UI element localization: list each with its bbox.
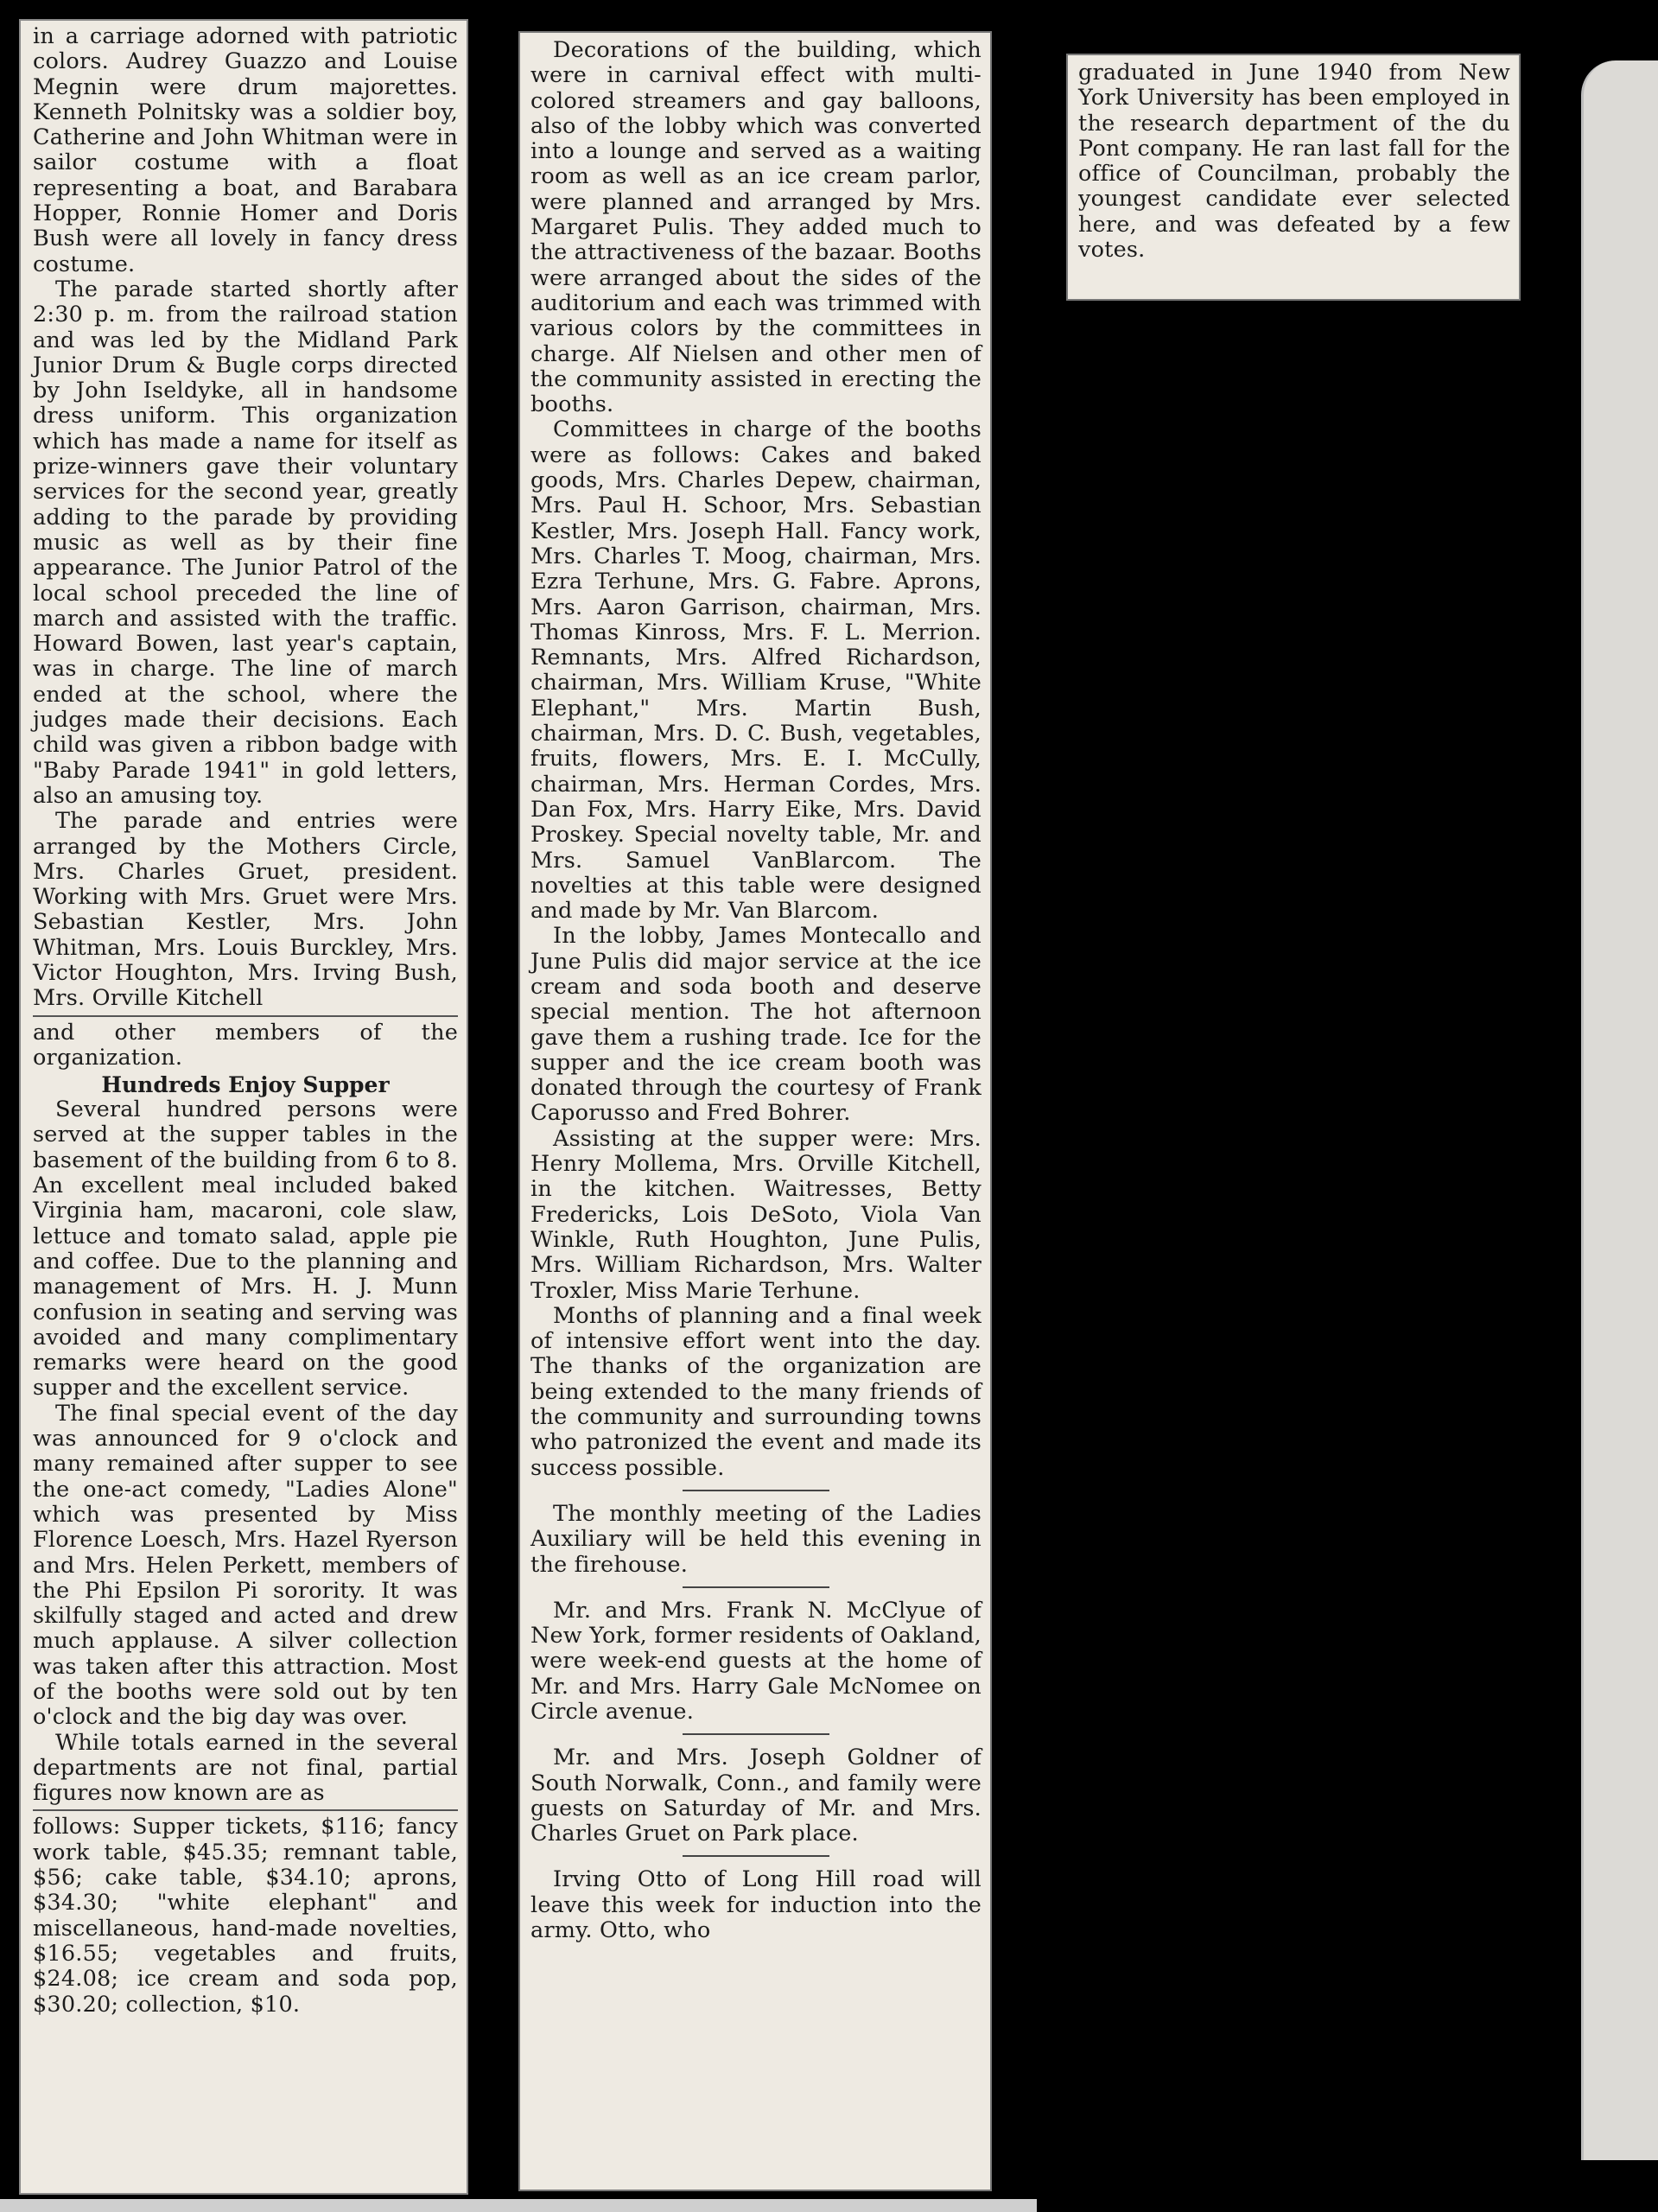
article-paragraph: The final special event of the day was announced for 9 o'clock and many remained after supper to see the one-act comedy, "Ladies Alone" which was presented by Miss Florence Loesch, Mrs. Hazel Ryerson and Mrs. Helen Perkett, members of the Phi Epsilon Pi sorority. It was skilfully staged and acted and drew much applause. A silver collection was taken after this attraction. Most of the booths were sold out by ten o'clock and the big day was over. xyxy=(33,1400,458,1731)
article-paragraph: While totals earned in the several departments are not final, partial figures now known are as xyxy=(33,1729,458,1807)
article-paragraph: Committees in charge of the booths were as follows: Cakes and baked goods, Mrs. Charles Depew, chairman, Mrs. Paul H. Schoor, Mrs. Sebastian Kestler, Mrs. Joseph Hall. Fancy work, Mrs. Charles T. Moog, chairman, Mrs. Ezra Terhune, Mrs. G. Fabre. Aprons, Mrs. Aaron Garrison, chairman, Mrs. Thomas Kinross, Mrs. F. L. Merrion. Remnants, Mrs. Alfred Richardson, chairman, Mrs. William Kruse, "White Elephant," Mrs. Martin Bush, chairman, Mrs. D. C. Bush, vegetables, fruits, flowers, Mrs. E. I. McCully, chairman, Mrs. Herman Cordes, Mrs. Dan Fox, Mrs. Harry Eike, Mrs. David Proskey. Special novelty table, Mr. and Mrs. Samuel VanBlarcom. The novelties at this table were designed and made by Mr. Van Blarcom. xyxy=(530,416,981,925)
article-paragraph: in a carriage adorned with patriotic colors. Audrey Guazzo and Louise Megnin were drum majorettes. Kenneth Polnitsky was a soldier boy, Catherine and John Whitman were in sailor costume with a float representing a boat, and Barabara Hopper, Ronnie Homer and Doris Bush were all lovely in fancy dress costume. xyxy=(33,23,458,277)
item-divider xyxy=(683,1855,829,1857)
article-paragraph: graduated in June 1940 from New York University has been employed in the research department of the du Pont company. He ran last fall for the office of Councilman, probably the youngest candidate ever selected here, and was defeated by a few votes. xyxy=(1078,60,1510,264)
article-paragraph: follows: Supper tickets, $116; fancy work table, $45.35; remnant table, $56; cake table, $34.10; aprons, $34.30; "white elephant" and miscellaneous, hand-made novelties, $16.55; vegetables and fruits, $24.08; ice cream and soda pop, $30.20; collection, $10. xyxy=(33,1814,458,2018)
section-heading: Hundreds Enjoy Supper xyxy=(101,1072,390,1098)
left-column-clipping xyxy=(19,19,468,2195)
article-paragraph: Months of planning and a final week of intensive effort went into the day. The thanks of the organization are being extended to the many friends of the community and surrounding towns who patronized the event and made its success possible. xyxy=(530,1302,981,1481)
clipping-seam xyxy=(33,1015,458,1017)
right-column-clipping xyxy=(1066,54,1521,301)
news-item-goldner: Mr. and Mrs. Joseph Goldner of South Norwalk, Conn., and family were guests on Saturday of Mr. and Mrs. Charles Gruet on Park place. xyxy=(530,1745,981,1847)
middle-column-clipping xyxy=(518,31,992,2191)
item-divider xyxy=(683,1586,829,1588)
scrapbook-bottom-edge xyxy=(0,2199,1037,2212)
article-paragraph: Several hundred persons were served at the supper tables in the basement of the building from 6 to 8. An excellent meal included baked Virginia ham, macaroni, cole slaw, lettuce and tomato salad, apple pie and coffee. Due to the planning and management of Mrs. H. J. Munn confusion in seating and serving was avoided and many complimentary remarks were heard on the good supper and the excellent service. xyxy=(33,1096,458,1402)
news-item-auxiliary: The monthly meeting of the Ladies Auxiliary will be held this evening in the firehouse. xyxy=(530,1500,981,1578)
article-paragraph: Assisting at the supper were: Mrs. Henry Mollema, Mrs. Orville Kitchell, in the kitchen. Waitresses, Betty Fredericks, Lois DeSoto, Viola Van Winkle, Ruth Houghton, June Pulis, Mrs. William Richardson, Mrs. Walter Troxler, Miss Marie Terhune. xyxy=(530,1125,981,1304)
scrapbook-page-edge xyxy=(1581,60,1658,2160)
item-divider xyxy=(683,1490,829,1491)
article-paragraph: The parade started shortly after 2:30 p. m. from the railroad station and was led by the Midland Park Junior Drum & Bugle corps directed by John Iseldyke, all in handsome dress uniform. This organization which has made a name for itself as prize-winners gave their voluntary services for the second year, greatly adding to the parade by providing music as well as by their fine appearance. The Junior Patrol of the local school preceded the line of march and assisted with the traffic. Howard Bowen, last year's captain, was in charge. The line of march ended at the school, where the judges made their decisions. Each child was given a ribbon badge with "Baby Parade 1941" in gold letters, also an amusing toy. xyxy=(33,276,458,809)
article-paragraph: In the lobby, James Montecallo and June Pulis did major service at the ice cream and soda booth and deserve special mention. The hot afternoon gave them a rushing trade. Ice for the supper and the ice cream booth was donated through the courtesy of Frank Caporusso and Fred Bohrer. xyxy=(530,923,981,1127)
article-paragraph: and other members of the organization. xyxy=(33,1019,458,1071)
news-item-otto: Irving Otto of Long Hill road will leave this week for induction into the army. Otto, who xyxy=(530,1866,981,1944)
news-item-mcclyue: Mr. and Mrs. Frank N. McClyue of New York, former residents of Oakland, were week-end guests at the home of Mr. and Mrs. Harry Gale McNomee on Circle avenue. xyxy=(530,1597,981,1725)
item-divider xyxy=(683,1733,829,1735)
article-paragraph: Decorations of the building, which were in carnival effect with multi-colored streamers and gay balloons, also of the lobby which was converted into a lounge and served as a waiting room as well as an ice cream parlor, were planned and arranged by Mrs. Margaret Pulis. They added much to the attractiveness of the bazaar. Booths were arranged about the sides of the auditorium and each was trimmed with various colors by the committees in charge. Alf Nielsen and other men of the community assisted in erecting the booths. xyxy=(530,37,981,418)
article-paragraph: The parade and entries were arranged by the Mothers Circle, Mrs. Charles Gruet, president. Working with Mrs. Gruet were Mrs. Sebastian Kestler, Mrs. John Whitman, Mrs. Louis Burckley, Mrs. Victor Houghton, Mrs. Irving Bush, Mrs. Orville Kitchell xyxy=(33,808,458,1012)
clipping-seam xyxy=(33,1809,458,1811)
